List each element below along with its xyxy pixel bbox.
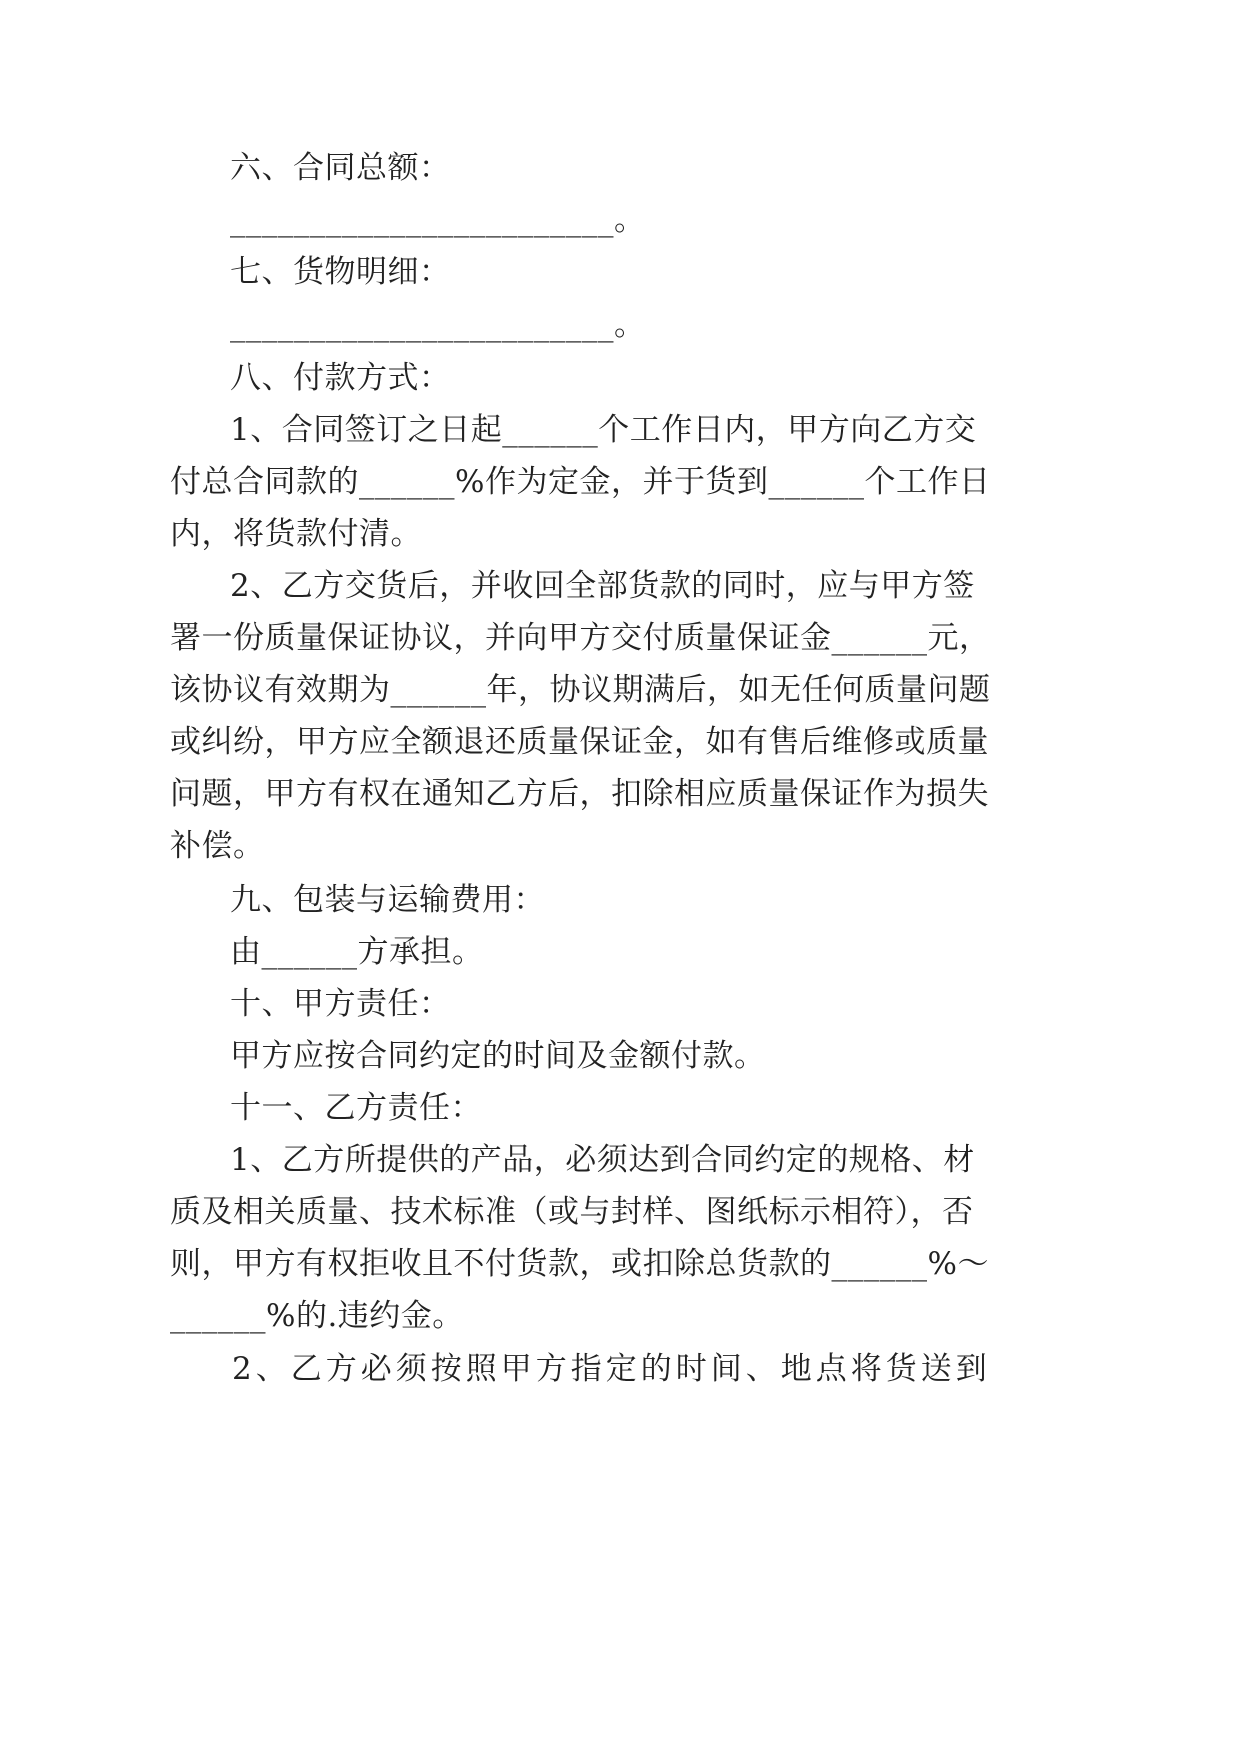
section-7-heading: 七、货物明细：	[230, 254, 451, 290]
paragraph-line: 甲方应按合同约定的时间及金额付款。	[230, 1038, 766, 1074]
paragraph-line: 2、乙方交货后，并收回全部货款的同时，应与甲方签	[230, 568, 975, 604]
paragraph-line: 补偿。	[170, 828, 265, 864]
paragraph-line: 则，甲方有权拒收且不付货款，或扣除总货款的______%～	[170, 1246, 989, 1282]
section-11-heading: 十一、乙方责任：	[230, 1090, 482, 1126]
section-6-heading: 六、合同总额：	[230, 150, 451, 186]
section-7-blank: ________________________。	[230, 307, 646, 343]
paragraph-line: 问题，甲方有权在通知乙方后，扣除相应质量保证作为损失	[170, 776, 989, 812]
paragraph-line: 该协议有效期为______年，协议期满后，如无任何质量问题	[170, 672, 991, 708]
paragraph-line: ______%的.违约金。	[170, 1298, 464, 1334]
paragraph-line: 2、乙方必须按照甲方指定的时间、地点将货送到	[232, 1351, 991, 1387]
paragraph-line: 或纠纷，甲方应全额退还质量保证金，如有售后维修或质量	[170, 724, 989, 760]
paragraph-line: 署一份质量保证协议，并向甲方交付质量保证金______元，	[170, 620, 991, 656]
paragraph-line: 质及相关质量、技术标准（或与封样、图纸标示相符），否	[170, 1194, 974, 1230]
section-6-blank: ________________________。	[230, 202, 646, 238]
section-9-heading: 九、包装与运输费用：	[230, 882, 545, 918]
paragraph-line: 1、乙方所提供的产品，必须达到合同约定的规格、材	[230, 1142, 975, 1178]
section-8-heading: 八、付款方式：	[230, 360, 451, 396]
paragraph-line: 1、合同签订之日起______个工作日内，甲方向乙方交	[230, 412, 977, 448]
paragraph-line: 付总合同款的______%作为定金，并于货到______个工作日	[170, 464, 991, 500]
section-10-heading: 十、甲方责任：	[230, 986, 451, 1022]
paragraph-line: 由______方承担。	[230, 934, 484, 970]
paragraph-line: 内，将货款付清。	[170, 516, 422, 552]
